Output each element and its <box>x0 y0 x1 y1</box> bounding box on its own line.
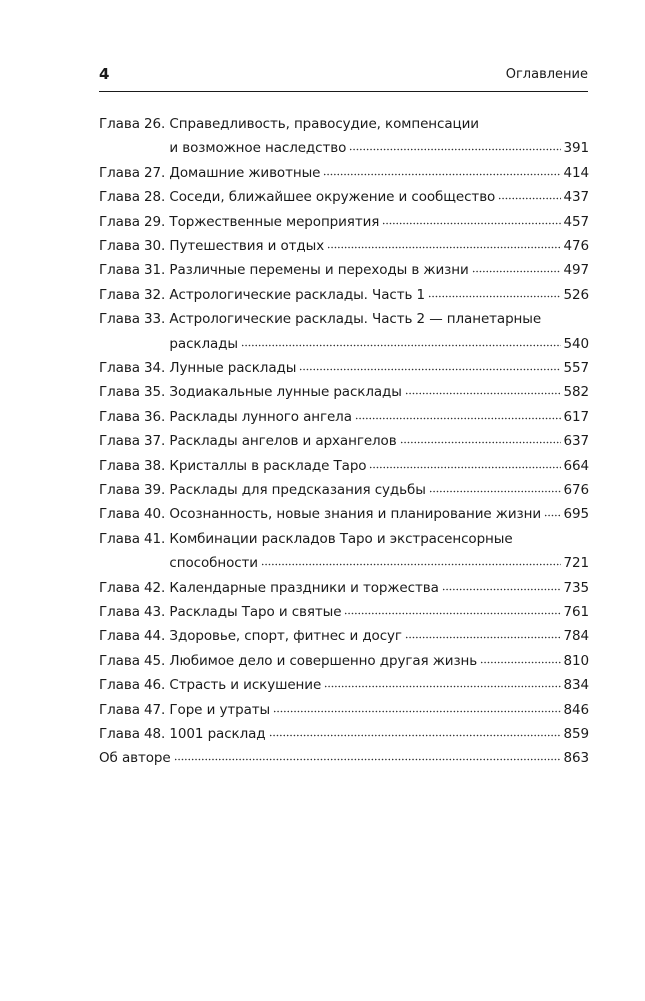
toc-page-number: 582 <box>563 384 589 401</box>
toc-title-line: Горе и утраты <box>169 701 271 718</box>
toc-chapter-number: Глава 32. <box>99 286 170 303</box>
toc-page-number: 526 <box>563 286 589 303</box>
header-rule <box>99 91 588 92</box>
toc-chapter-number: Глава 31. <box>99 262 170 279</box>
toc-page-number: 540 <box>563 335 589 352</box>
dot-leader <box>498 197 560 200</box>
toc-chapter-number: Глава 43. <box>99 604 170 621</box>
dot-leader <box>405 392 561 395</box>
toc-title-line: Расклады для предсказания судьбы <box>169 482 426 499</box>
toc-page-number: 437 <box>563 189 589 206</box>
toc-entry[interactable] <box>99 234 589 258</box>
toc-chapter-number: Глава 37. <box>99 433 170 450</box>
toc-chapter-number: Глава 27. <box>99 164 170 181</box>
toc-entry[interactable] <box>99 624 589 648</box>
dot-leader <box>349 148 560 151</box>
toc-title-line: Расклады лунного ангела <box>169 408 352 425</box>
dot-leader <box>428 295 561 298</box>
dot-leader <box>327 246 560 249</box>
toc-chapter-number: Глава 41. <box>99 530 170 547</box>
toc-title-line: Календарные праздники и торжества <box>169 579 439 596</box>
dot-leader <box>299 368 560 371</box>
toc-page-number: 695 <box>563 506 589 523</box>
toc-page-number: 664 <box>563 457 589 474</box>
toc-chapter-number: Глава 42. <box>99 579 170 596</box>
toc-chapter-number: Глава 26. <box>99 116 170 132</box>
toc-title-line: Астрологические расклады. Часть 2 — планетарные <box>169 311 542 328</box>
toc-chapter-number: Глава 39. <box>99 482 170 499</box>
toc-chapter-number: Глава 38. <box>99 457 170 474</box>
toc-entry[interactable] <box>99 478 589 502</box>
toc-entry[interactable] <box>99 210 589 234</box>
dot-leader <box>323 173 560 176</box>
toc-entry[interactable] <box>99 746 589 770</box>
dot-leader <box>273 710 560 713</box>
toc-title-line: Здоровье, спорт, фитнес и досуг <box>169 628 402 645</box>
toc-page-number: 721 <box>563 555 589 572</box>
toc-entry[interactable] <box>99 356 589 380</box>
running-title: Оглавление <box>505 67 588 82</box>
table-of-contents <box>99 112 589 771</box>
toc-entry[interactable] <box>99 161 589 185</box>
toc-chapter-number: Глава 45. <box>99 652 170 669</box>
dot-leader <box>174 758 561 761</box>
toc-entry[interactable] <box>99 649 589 673</box>
toc-chapter-number: Глава 33. <box>99 311 170 328</box>
toc-page-number: 637 <box>563 433 589 450</box>
toc-entry[interactable] <box>99 576 589 600</box>
dot-leader <box>442 588 561 591</box>
toc-title-line: Расклады ангелов и архангелов <box>169 433 397 450</box>
dot-leader <box>355 417 561 420</box>
toc-chapter-number: Глава 34. <box>99 360 170 376</box>
toc-entry[interactable] <box>99 454 589 478</box>
toc-title-line: Кристаллы в раскладе Таро <box>169 457 367 474</box>
toc-title-line: Торжественные мероприятия <box>169 213 380 230</box>
toc-entry[interactable] <box>99 429 589 453</box>
toc-chapter-number: Глава 44. <box>99 628 170 645</box>
toc-entry[interactable] <box>99 258 589 282</box>
toc-page-number: 676 <box>563 482 589 499</box>
toc-title-line: Соседи, ближайшее окружение и сообщество <box>169 189 496 206</box>
dot-leader <box>480 661 560 664</box>
toc-page-number: 476 <box>563 238 589 254</box>
dot-leader <box>241 344 561 347</box>
toc-title-line: Различные перемены и переходы в жизни <box>169 262 469 279</box>
toc-entry[interactable] <box>99 307 589 356</box>
toc-title-line: Зодиакальные лунные расклады <box>169 384 402 401</box>
toc-page-number: 735 <box>563 579 589 596</box>
toc-page-number: 391 <box>563 140 589 157</box>
toc-page-number: 457 <box>563 213 589 230</box>
toc-page-number: 617 <box>563 408 589 425</box>
dot-leader <box>400 441 561 444</box>
toc-chapter-number: Глава 28. <box>99 189 170 206</box>
toc-title-line: способности <box>169 555 258 572</box>
toc-entry[interactable] <box>99 283 589 307</box>
toc-title-line: Астрологические расклады. Часть 1 <box>169 286 426 303</box>
toc-entry[interactable] <box>99 405 589 429</box>
toc-entry[interactable] <box>99 600 589 624</box>
toc-title-line: Об авторе <box>99 750 171 767</box>
toc-title-line: Любимое дело и совершенно другая жизнь <box>169 652 478 669</box>
dot-leader <box>472 270 561 273</box>
toc-page-number: 497 <box>563 262 589 279</box>
toc-chapter-number: Глава 35. <box>99 384 170 401</box>
dot-leader <box>269 734 561 737</box>
toc-entry[interactable] <box>99 673 589 697</box>
toc-chapter-number: Глава 36. <box>99 408 170 425</box>
toc-title-line: 1001 расклад <box>169 726 266 743</box>
toc-entry[interactable] <box>99 502 589 526</box>
toc-title-line: Лунные расклады <box>169 360 297 376</box>
toc-title-line: Домашние животные <box>169 164 321 181</box>
toc-entry[interactable] <box>99 527 589 576</box>
toc-chapter-number: Глава 40. <box>99 506 170 523</box>
toc-entry[interactable] <box>99 380 589 404</box>
toc-page-number: 414 <box>563 164 589 181</box>
toc-entry[interactable] <box>99 722 589 746</box>
toc-page-number: 784 <box>563 628 589 645</box>
dot-leader <box>344 612 560 615</box>
toc-title-line: Осознанность, новые знания и планирование жизни <box>169 506 541 523</box>
dot-leader <box>429 490 561 493</box>
dot-leader <box>405 636 561 639</box>
toc-page-number: 810 <box>563 652 589 669</box>
dot-leader <box>544 514 561 517</box>
toc-title-line: Расклады Таро и святые <box>169 604 342 621</box>
toc-title-line: расклады <box>169 335 238 352</box>
dot-leader <box>382 222 560 225</box>
toc-chapter-number: Глава 48. <box>99 726 170 743</box>
toc-entry[interactable] <box>99 698 589 722</box>
toc-page-number: 846 <box>563 701 589 718</box>
toc-chapter-number: Глава 30. <box>99 238 170 254</box>
toc-title-line: и возможное наследство <box>169 140 347 157</box>
toc-page-number: 761 <box>563 604 589 621</box>
page-number: 4 <box>99 65 110 83</box>
toc-chapter-number: Глава 29. <box>99 213 170 230</box>
toc-page-number: 834 <box>563 677 589 694</box>
toc-title-line: Путешествия и отдых <box>169 238 325 254</box>
toc-page-number: 557 <box>563 360 589 376</box>
toc-page-number: 859 <box>563 726 589 743</box>
toc-entry[interactable] <box>99 185 589 209</box>
toc-entry[interactable] <box>99 112 589 161</box>
dot-leader <box>369 466 560 469</box>
toc-title-line: Страсть и искушение <box>169 677 322 694</box>
toc-chapter-number: Глава 46. <box>99 677 170 694</box>
toc-title-line: Справедливость, правосудие, компенсации <box>169 116 479 132</box>
toc-chapter-number: Глава 47. <box>99 701 170 718</box>
dot-leader <box>261 563 561 566</box>
dot-leader <box>324 685 560 688</box>
toc-page-number: 863 <box>563 750 589 767</box>
toc-title-line: Комбинации раскладов Таро и экстрасенсорные <box>169 530 513 547</box>
